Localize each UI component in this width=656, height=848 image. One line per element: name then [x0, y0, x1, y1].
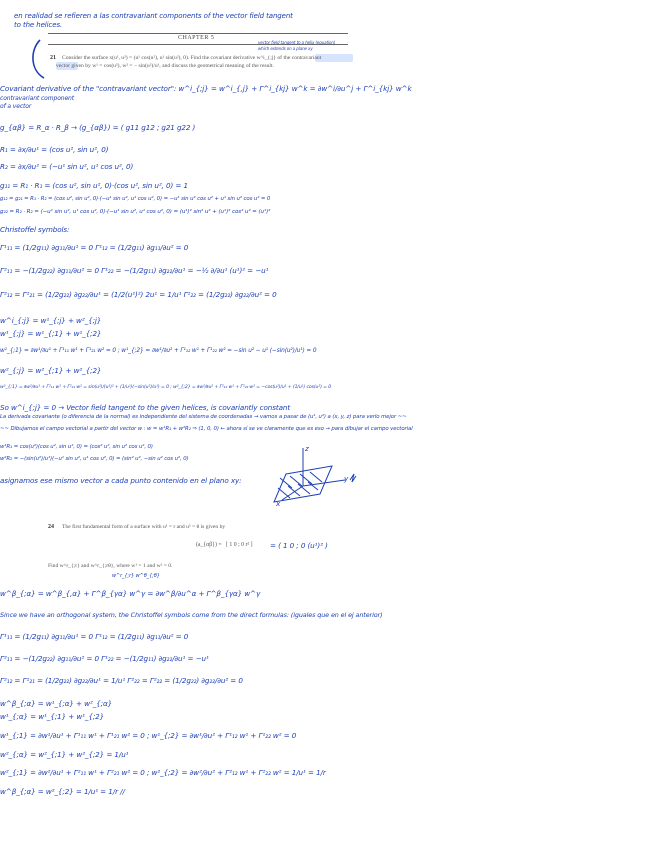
problem24-number: 24: [48, 524, 54, 530]
side-note-line2: which extends on a plane xy: [258, 46, 313, 51]
side-note-line1: vector field tangent to a helix (equation): [258, 40, 336, 45]
sol21-line-20: La derivada covariante (o diferencia de la normal) es independiente del sistema de coordenadas → vamos a pasar de (u¹, u²) a (x, y, z) para verlo mejor ~~: [0, 414, 407, 420]
sol24-line-5: Γ²₁₂ = Γ²₂₁ = (1/2g₂₂) ∂g₂₂/∂u¹ = 1/u¹ Γ²₂₂ = Γ²₂₂ = (1/2g₂₂) ∂g₂₂/∂u² = 0: [0, 676, 243, 685]
sol24-line-8: w¹_{;1} = ∂w¹/∂u¹ + Γ¹₁₁ w¹ + Γ¹₂₁ w² = 0 ; w¹_{;2} = ∂w¹/∂u² + Γ¹₁₂ w¹ + Γ¹₂₂ w² = 0: [0, 731, 297, 740]
sol21-line-11: Γ¹₁₁ = (1/2g₁₁) ∂g₁₁/∂u¹ = 0 Γ¹₁₂ = (1/2g₁₁) ∂g₁₁/∂u² = 0: [0, 243, 189, 252]
problem21-line2: vector given by w¹ = cos(u²), w² = − sin(u²)/u¹, and discuss the geometrical meaning of the result.: [56, 63, 274, 69]
sol21-line-13: Γ²₁₂ = Γ²₂₁ = (1/2g₂₂) ∂g₂₂/∂u¹ = (1/2(u¹)²) 2u¹ = 1/u¹ Γ²₂₂ = (1/2g₂₂) ∂g₂₂/∂u² = 0: [0, 290, 277, 299]
sol21-line-22: w¹R₁ = cos(u²)(cos u², sin u², 0) = (cos² u², sin u² cos u², 0): [0, 444, 153, 450]
sol21-line-24: asignamos ese mismo vector a cada punto contenido en el plano xy:: [0, 476, 242, 485]
sol21-line-17: w²_{;j} = w²_{;1} + w²_{;2}: [0, 366, 102, 375]
sol21-line-7: g₁₁ = R₁ · R₁ = (cos u², sin u², 0)·(cos u², sin u², 0) = 1: [0, 181, 188, 190]
problem24-matrix: [ 1 0 ; 0 r² ]: [226, 542, 253, 548]
header-note-line2: to the helices.: [14, 21, 63, 29]
sol24-line-1: w^β_{;α} = w^β_{,α} + Γ^β_{γα} w^γ = ∂w^β/∂u^α + Γ^β_{γα} w^γ: [0, 589, 261, 598]
sol21-line-14: w^i_{;j} = w¹_{;j} + w²_{;j}: [0, 316, 102, 325]
sol24-line-7: w¹_{;α} = w¹_{;1} + w¹_{;2}: [0, 712, 105, 721]
sol21-line-21: ~~ Dibujamos el campo vectorial a partir del vector w : w = w¹R₁ + w²R₂ ⇒ (1, 0, 0) ← ahora sí se ve claramente que es eso → para dibujar el campo vectorial: [0, 426, 413, 432]
sol24-line-6: w^β_{;α} = w¹_{;α} + w²_{;α}: [0, 699, 113, 708]
sol24-line-2: Since we have an orthogonal system, the Christoffel symbols come from the direct formulas: (iguales que en el ej anterior): [0, 611, 383, 619]
sketch-label-x: x: [276, 499, 281, 508]
sol21-line-2: contravariant component: [0, 95, 75, 102]
sol21-line-18: w²_{;1} = ∂w²/∂u¹ + Γ²₁₁ w¹ + Γ²₂₁ w² = sin(u²)/(u¹)² + (1/u¹)(−sin(u²)/u¹) = 0 ; w²_{;2} = ∂w²/∂u² + Γ²₁₂ w¹ + Γ²₂₂ w² = −cos(u²)/u¹ + (1/u¹) cos(u²) = 0: [0, 385, 332, 390]
sol24-line-4: Γ²₁₁ = −(1/2g₂₂) ∂g₁₁/∂u² = 0 Γ¹₂₂ = −(1/2g₁₁) ∂g₂₂/∂u¹ = −u¹: [0, 654, 209, 663]
sol24-line-3: Γ¹₁₁ = (1/2g₁₁) ∂g₁₁/∂u¹ = 0 Γ¹₁₂ = (1/2g₁₁) ∂g₁₁/∂u² = 0: [0, 632, 189, 641]
sketch-plane: [274, 466, 332, 502]
problem21-line1: Consider the surface x(u¹, u²) = (u¹ cos(u²), u¹ sin(u²), 0). Find the covariant derivative w^i_{;j} of the contravariant: [62, 55, 322, 61]
sketch-label-y: y: [344, 474, 349, 483]
sol21-line-5: R₁ = ∂x/∂u¹ = (cos u², sin u², 0): [0, 145, 109, 154]
sol24-line-10: w²_{;1} = ∂w²/∂u¹ + Γ²₁₁ w¹ + Γ²₂₁ w² = 0 ; w²_{;2} = ∂w²/∂u² + Γ²₁₂ w¹ + Γ²₂₂ w² = 1/u¹ = 1/r: [0, 768, 326, 777]
problem21-number: 21: [50, 55, 56, 61]
sol21-line-19: So w^i_{;j} = 0 → Vector field tangent to the given helices, is covariantly constant: [0, 403, 291, 412]
sol21-line-6: R₂ = ∂x/∂u² = (−u¹ sin u², u¹ cos u², 0): [0, 162, 134, 171]
sketch-label-z: z: [305, 444, 309, 453]
sketch-axis-y: [303, 480, 345, 486]
sol21-line-8: g₁₂ = g₂₁ = R₁ · R₂ = (cos u², sin u², 0)·(−u¹ sin u², u¹ cos u², 0) = −u¹ sin u² cos u² + u¹ sin u² cos u² = 0: [0, 196, 271, 202]
problem24-line1: The first fundamental form of a surface with u¹ = r and u² = θ is given by: [62, 524, 226, 530]
problem24-handwritten-matrix: = ( 1 0 ; 0 (u¹)² ): [270, 541, 328, 550]
sketch-axis-x: [282, 486, 303, 500]
chapter-rule-top: [48, 33, 348, 34]
header-note-line1: en realidad se refieren a las contravariant components of the vector field tangent: [14, 12, 293, 20]
sol21-line-1: Covariant derivative of the "contravariant vector": w^i_{;j} = w^i_{,j} + Γ^i_{kj} w^k = ∂w^i/∂u^j + Γ^i_{kj} w^k: [0, 84, 412, 93]
sol21-line-4: g_{αβ} = R_α · R_β → (g_{αβ}) = ( g11 g12 ; g21 g22 ): [0, 123, 196, 132]
problem24-line2: Find w^r_{;r} and w^r_{;rθ}, where w¹ = 1 and w² = 0.: [48, 563, 173, 569]
chapter-title: CHAPTER 5: [178, 35, 215, 41]
sol21-line-16: w¹_{;1} = ∂w¹/∂u¹ + Γ¹₁₁ w¹ + Γ¹₂₁ w² = 0 ; w¹_{;2} = ∂w¹/∂u² + Γ¹₁₂ w¹ + Γ¹₂₂ w² = −sin u² − u¹ (−sin(u²)/u¹) = 0: [0, 348, 317, 354]
sol24-line-11: w^β_{;α} = w²_{;2} = 1/u¹ = 1/r //: [0, 787, 125, 796]
sol21-line-10: Christoffel symbols:: [0, 225, 70, 234]
sol21-line-12: Γ²₁₁ = −(1/2g₂₂) ∂g₁₁/∂u² = 0 Γ¹₂₂ = −(1/2g₁₁) ∂g₂₂/∂u¹ = −½ ∂/∂u¹ (u¹)² = −u¹: [0, 266, 269, 275]
problem24-hand-marks: w^r_{;r} w^θ_{;θ}: [112, 573, 160, 579]
sol21-line-15: w¹_{;j} = w¹_{;1} + w¹_{;2}: [0, 329, 102, 338]
sol21-line-9: g₂₂ = R₂ · R₂ = (−u¹ sin u², u¹ cos u², 0)·(−u¹ sin u², u¹ cos u², 0) = (u¹)² sin² u² + (u¹)² cos² u² = (u¹)²: [0, 209, 271, 215]
sol24-line-9: w²_{;α} = w²_{;1} + w²_{;2} = 1/u¹: [0, 750, 129, 759]
problem24-matrix-label: (a_{αβ}) =: [196, 542, 222, 548]
sol21-line-23: w²R₂ = −(sin(u²)/u¹)(−u¹ sin u², u¹ cos u², 0) = (sin² u², −sin u² cos u², 0): [0, 456, 189, 462]
sol21-line-3: of a vector: [0, 103, 32, 110]
